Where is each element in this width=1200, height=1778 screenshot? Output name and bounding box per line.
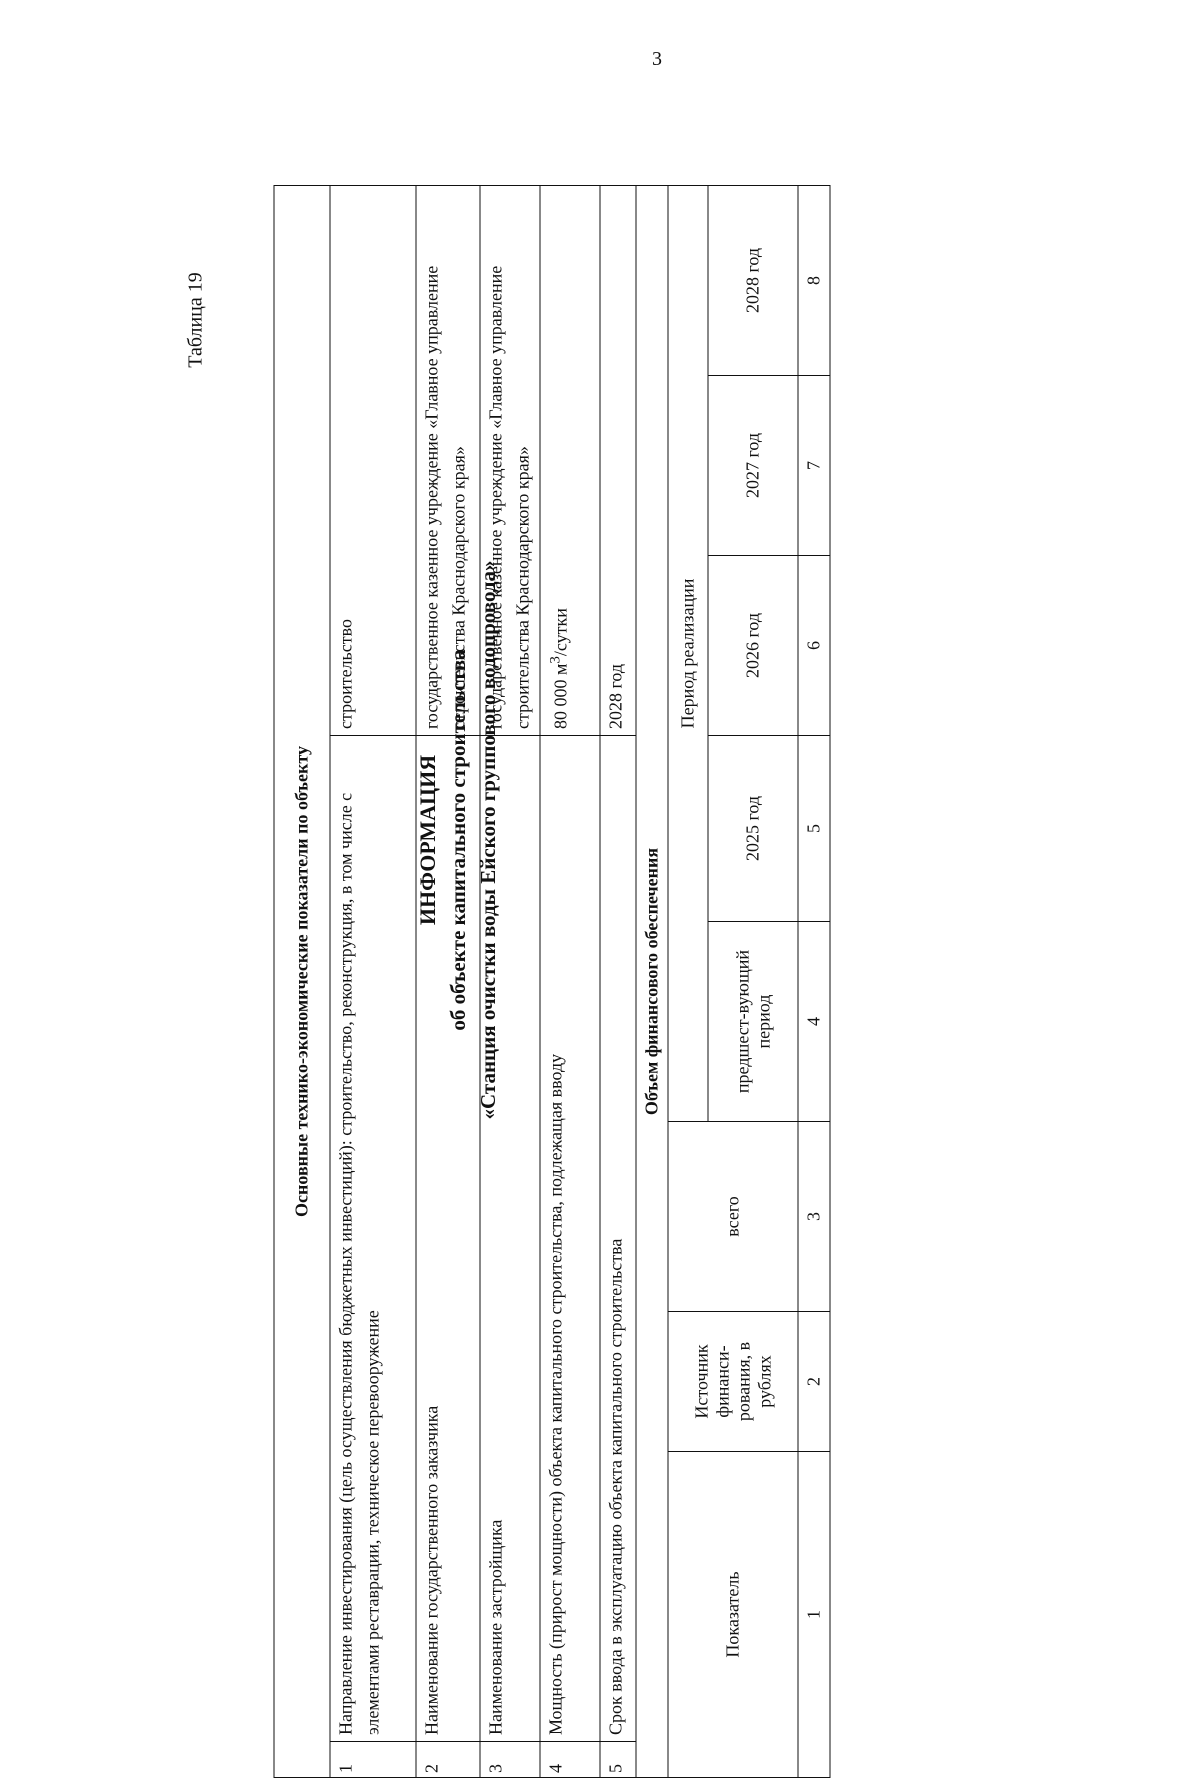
col-number: 2: [798, 1312, 830, 1452]
row-number: 5: [600, 1742, 636, 1778]
section1-title: Основные технико-экономические показатели по объекту: [274, 185, 330, 1777]
column-numbers-row: [798, 185, 830, 1777]
row-number: 4: [540, 1742, 600, 1778]
row-label: Наименование государственного заказчика: [416, 736, 480, 1742]
row-value: [540, 185, 600, 735]
page-number: 3: [652, 48, 662, 70]
info-table-rotated: [274, 186, 849, 1778]
row-label: Мощность (прирост мощности) объекта капитального строительства, подлежащая вводу: [540, 736, 600, 1742]
table-row: [416, 185, 480, 1777]
row-value: 2028 год: [600, 185, 636, 735]
table-row: [330, 185, 416, 1777]
col-number: 5: [798, 736, 830, 922]
section-header-row: [274, 185, 330, 1777]
col-indicator: Показатель: [668, 1452, 798, 1778]
row-value: строительство: [330, 185, 416, 735]
row-value: государственное казенное учреждение «Главное управление строительства Краснодарского края»: [480, 185, 540, 735]
capacity-exponent: 3: [547, 656, 564, 664]
heading-object-name: «Станция очистки воды Ейского группового водопровода»: [476, 560, 500, 1120]
col-year-2026: 2026 год: [708, 556, 798, 736]
col-source: Источник финанси-рования, в рублях: [668, 1312, 798, 1452]
section-header-row: [636, 185, 668, 1777]
table-row: [540, 185, 600, 1777]
heading-title: ИНФОРМАЦИЯ: [415, 754, 440, 926]
col-year-2028: 2028 год: [708, 185, 798, 375]
heading-subtitle: об объекте капитального строительства: [446, 649, 470, 1031]
row-label: Направление инвестирования (цель осуществления бюджетных инвестиций): строительство, реконструкция, в том числе с элементами реставрации, техническое перевооружение: [330, 736, 416, 1742]
row-number: 3: [480, 1742, 540, 1778]
finance-header-row: [668, 185, 708, 1777]
col-total: всего: [668, 1122, 798, 1312]
col-number: 4: [798, 922, 830, 1122]
info-table: [274, 185, 831, 1778]
section2-title: Объем финансового обеспечения: [636, 185, 668, 1777]
row-value: государственное казенное учреждение «Главное управление строительства Краснодарского края»: [416, 185, 480, 735]
capacity-value: 80 000 м: [550, 663, 571, 729]
col-number: 6: [798, 556, 830, 736]
col-year-2025: 2025 год: [708, 736, 798, 922]
table-row: [480, 185, 540, 1777]
row-label: Наименование застройщика: [480, 736, 540, 1742]
col-number: 3: [798, 1122, 830, 1312]
row-number: 2: [416, 1742, 480, 1778]
table-row: [600, 185, 636, 1777]
table-label: Таблица 19: [184, 272, 207, 368]
col-number: 7: [798, 376, 830, 556]
row-number: 1: [330, 1742, 416, 1778]
col-prior-period: предшест-вующий период: [708, 922, 798, 1122]
row-label: Срок ввода в эксплуатацию объекта капитального строительства: [600, 736, 636, 1742]
col-number: 8: [798, 185, 830, 375]
capacity-unit: /сутки: [550, 608, 571, 657]
col-year-2027: 2027 год: [708, 376, 798, 556]
col-number: 1: [798, 1452, 830, 1778]
col-period: Период реализации: [668, 185, 708, 1121]
